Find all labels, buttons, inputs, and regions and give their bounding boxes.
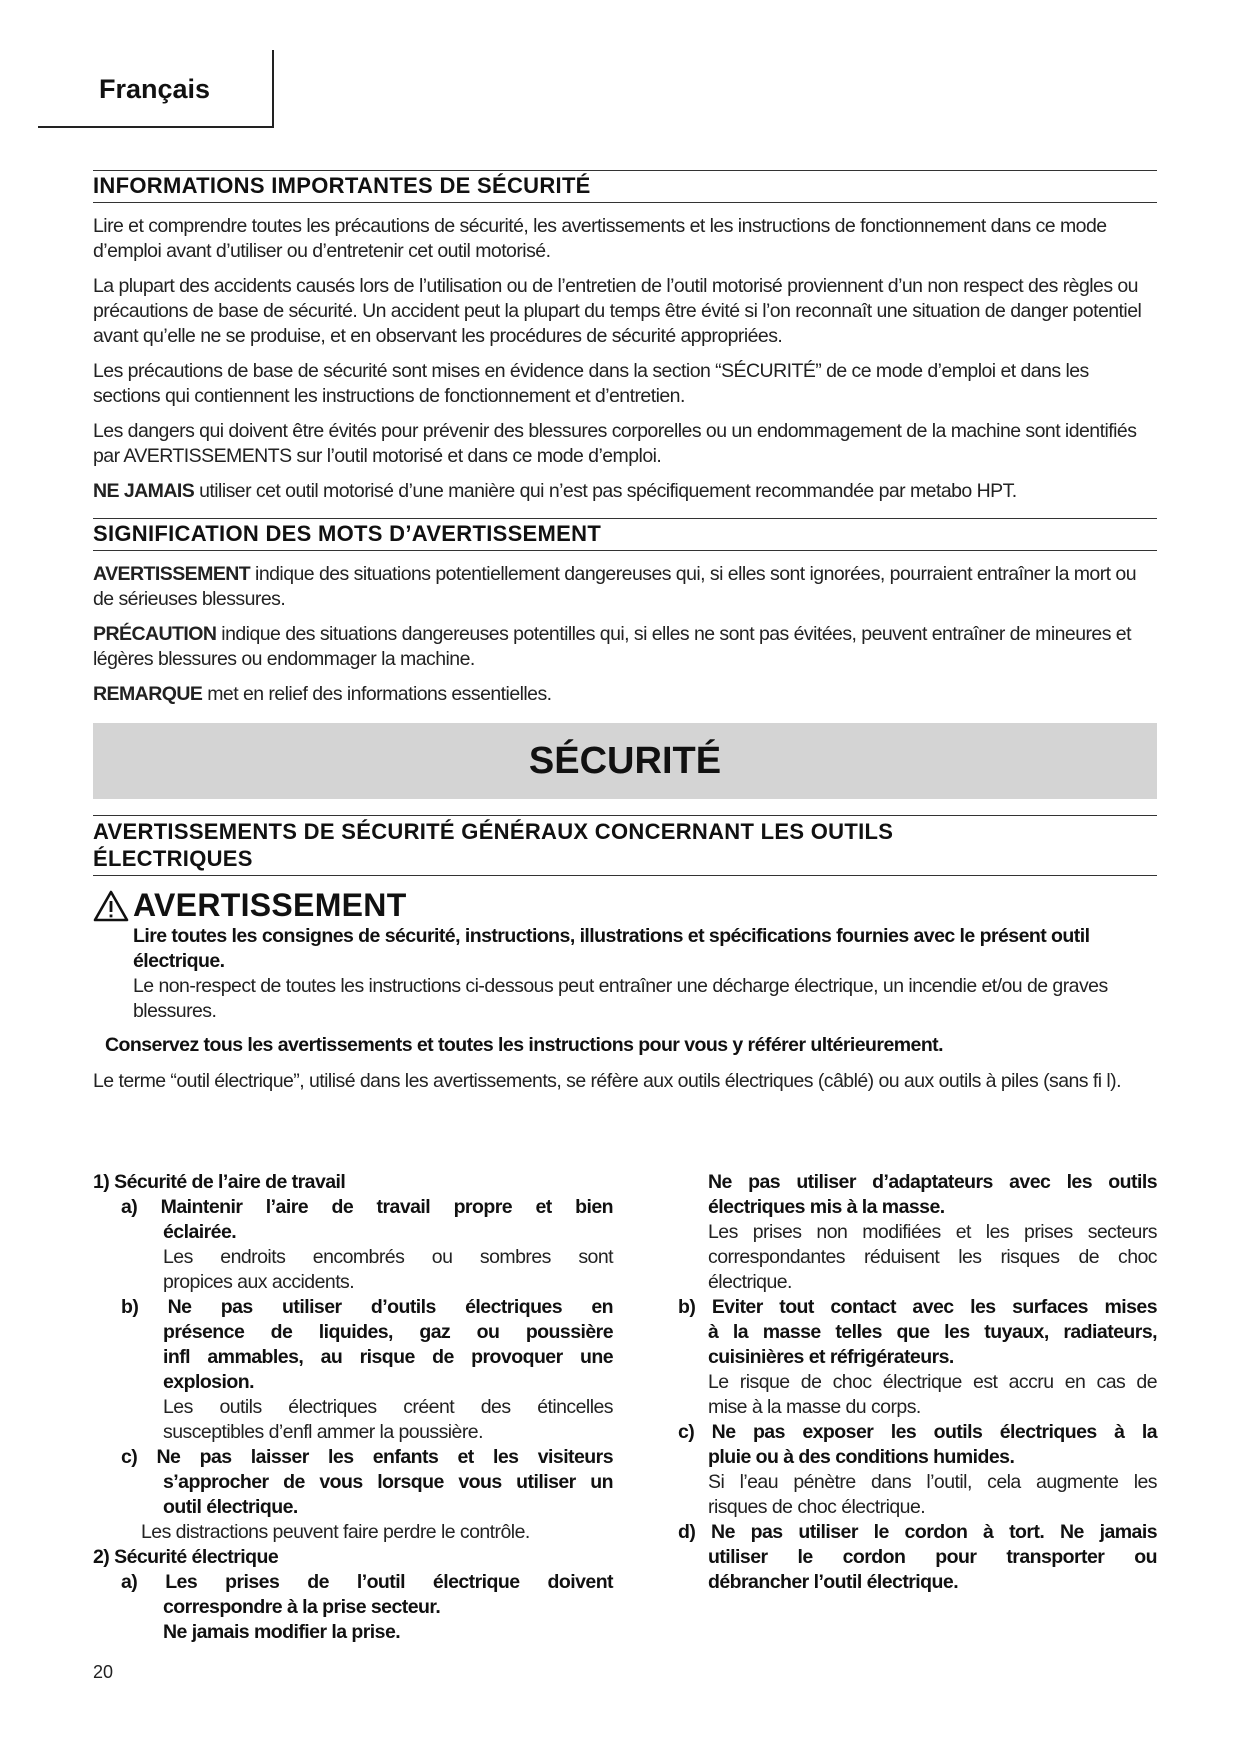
list-item: électriques mis à la masse. [708,1196,945,1218]
main-content [93,170,1157,1104]
language-tab [38,50,274,128]
warning-label: AVERTISSEMENT [133,887,407,923]
list-item: b) Eviter tout contact avec les surfaces mises [678,1296,1157,1318]
list-item: a) Maintenir l’aire de travail propre et bien [121,1196,613,1218]
list-item: utiliser le cordon pour transporter ou [708,1546,1157,1568]
list-item: éclairée. [163,1221,237,1243]
two-column-list [93,1170,1157,1650]
paragraph: Les précautions de base de sécurité sont mises en évidence dans la section “SÉCURITÉ” de ce mode d’emploi et dans les sections qui contiennent les instructions de fonctionnement et d’entretien. [93,360,1089,407]
list-text: Si l’eau pénètre dans l’outil, cela augmente les [708,1471,1157,1493]
warning-triangle-icon [93,890,129,922]
paragraph: Les dangers qui doivent être évités pour prévenir des blessures corporelles ou un endommagement de la machine sont identifiés par AVERTISSEMENTS sur l’outil motorisé et dans ce mode d’emploi. [93,420,1137,467]
paragraph: Lire et comprendre toutes les précautions de sécurité, les avertissements et les instructions de fonctionnement dans ce mode d’emploi avant d’utiliser ou d’entretenir cet outil motorisé. [93,215,1107,262]
paragraph [93,622,1157,672]
list-item: explosion. [163,1371,254,1393]
list-item: correspondre à la prise secteur. [163,1596,441,1618]
emphasis: PRÉCAUTION [93,623,217,645]
list-item: à la masse telles que les tuyaux, radiateurs, [708,1321,1157,1343]
list-text: Le risque de choc électrique est accru en cas de [708,1371,1157,1393]
emphasis: AVERTISSEMENT [93,563,251,585]
list-item: c) Ne pas laisser les enfants et les visiteurs [121,1446,613,1468]
list-text: Les outils électriques créent des étincelles [163,1396,613,1418]
paragraph [93,682,1157,707]
list-item: infl ammables, au risque de provoquer une [163,1346,613,1368]
list-item: cuisinières et réfrigérateurs. [708,1346,954,1368]
text: indique des situations dangereuses potentilles qui, si elles ne sont pas évitées, peuvent entraîner de mineures et légères blessures ou endommager la machine. [93,623,1131,670]
page-number: 20 [93,1662,114,1682]
list-text: correspondantes réduisent les risques de choc [708,1246,1157,1268]
list-text: risques de choc électrique. [708,1496,926,1518]
list-text: propices aux accidents. [163,1271,355,1293]
list-item: c) Ne pas exposer les outils électriques à la [678,1421,1157,1443]
list-item: outil électrique. [163,1496,298,1518]
list-item: s’approcher de vous lorsque vous utiliser un [163,1471,613,1493]
warning-heading [93,887,1157,924]
securite-banner: SÉCURITÉ [93,723,1157,799]
warning-bold-text: Lire toutes les consignes de sécurité, instructions, illustrations et spécifications fournies avec le présent outil électrique. [133,925,1090,972]
paragraph [93,479,1157,504]
list-text: électrique. [708,1271,792,1293]
section-title-important: INFORMATIONS IMPORTANTES DE SÉCURITÉ [93,170,1157,203]
list-item: présence de liquides, gaz ou poussière [163,1321,613,1343]
text: indique des situations potentiellement dangereuses qui, si elles sont ignorées, pourraient entraîner la mort ou de sérieuses blessures. [93,563,1136,610]
list-item: Ne pas utiliser d’adaptateurs avec les outils [708,1171,1157,1193]
language-label: Français [99,74,211,104]
text: utiliser cet outil motorisé d’une manière qui n’est pas spécifiquement recommandée par metabo HPT. [194,480,1017,502]
list-heading: 2) Sécurité électrique [93,1546,279,1568]
list-heading: 1) Sécurité de l’aire de travail [93,1171,346,1193]
emphasis: NE JAMAIS [93,480,195,502]
list-item: pluie ou à des conditions humides. [708,1446,1015,1468]
list-text: susceptibles d’enfl ammer la poussière. [163,1421,483,1443]
title-line: ÉLECTRIQUES [93,846,253,871]
list-text: Les endroits encombrés ou sombres sont [163,1246,613,1268]
paragraph [93,562,1157,612]
right-column [678,1170,1157,1595]
terme-note: Le terme “outil électrique”, utilisé dans les avertissements, se réfère aux outils électriques (câblé) ou aux outils à piles (sans fi l). [93,1070,1121,1092]
list-text: mise à la masse du corps. [708,1396,921,1418]
list-text: Les distractions peuvent faire perdre le contrôle. [141,1521,530,1543]
list-text: Les prises non modifiées et les prises secteurs [708,1221,1157,1243]
title-line: AVERTISSEMENTS DE SÉCURITÉ GÉNÉRAUX CONCERNANT LES OUTILS [93,819,894,844]
warning-text: Le non-respect de toutes les instructions ci-dessous peut entraîner une décharge électrique, un incendie et/ou de graves blessures. [133,975,1108,1022]
list-item: débrancher l’outil électrique. [708,1571,959,1593]
section-title-general [93,815,1157,876]
list-item: b) Ne pas utiliser d’outils électriques en [121,1296,613,1318]
section-title-signification: SIGNIFICATION DES MOTS D’AVERTISSEMENT [93,518,1157,551]
emphasis: REMARQUE [93,683,203,705]
list-item: d) Ne pas utiliser le cordon à tort. Ne jamais [678,1521,1157,1543]
paragraph: La plupart des accidents causés lors de l’utilisation ou de l’entretien de l’outil motorisé proviennent d’un non respect des règles ou précautions de base de sécurité. Un accident peut la plupart du temps être évité si l’on reconnaît une situation de danger potentiel avant qu’elle ne se produise, et en observant les procédures de sécurité appropriées. [93,275,1142,347]
left-column [93,1170,613,1645]
text: met en relief des informations essentielles. [202,683,552,705]
conserve-note: Conservez tous les avertissements et toutes les instructions pour vous y référer ultérieurement. [105,1034,943,1056]
list-item: a) Les prises de l’outil électrique doivent [121,1571,613,1593]
list-item: Ne jamais modifier la prise. [163,1621,401,1643]
